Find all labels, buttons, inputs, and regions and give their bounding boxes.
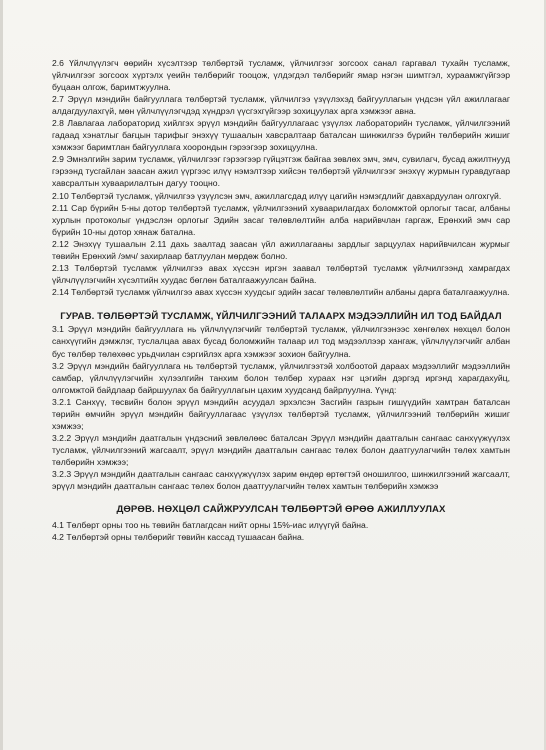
paragraph-2-8: 2.8 Лавлагаа лабораторид хийлгэх эрүүл мэндийн байгууллагаас үзүүлэх лабораторийн тусламж, үйлчилгээний гадаад хэнатлыг бағцын тарифыг энэхүү тушаалын хавсралтаар баталсан шинжилгээ бүрийн төлбөрийн жишиг хэмжээг баримтлан байгууллага хоорондын гэрээгээр зохицуулна. (52, 118, 510, 153)
paragraph-3-2-1: 3.2.1 Санхүү, төсвийн болон эрүүл мэндийн асуудал эрхэлсэн Засгийн газрын гишүүдийн хамтран баталсан төрийн өмчийн эрүүл мэндийн байгууллагаас үзүүлэх төлбөртэй тусламж, үйлчилгээний төлбөрийн жишиг хэмжээ; (52, 396, 510, 431)
document-body (52, 57, 510, 543)
paragraph-2-14: 2.14 Төлбөртэй тусламж үйлчилгээ авах хүссэн хуудсыг эдийн засаг төлөвлөлтийн албаны дарга баталгаажуулна. (52, 286, 510, 297)
paragraph-2-6: 2.6 Үйлчлүүлэгч өөрийн хүсэлтээр төлбөртэй тусламж, үйлчилгээг зогсоох санал гаргавал тухайн тусламж, үйлчилгээг зогсоох хүртэлх үеийн төлбөрийг тооцож, үлдэгдэл төлбөрийг ямар нэгэн шимтгэл, хураамжгүйгээр буцаан олгож, баримтжуулна. (52, 58, 510, 93)
paragraph-3-1: 3.1 Эрүүл мэндийн байгууллага нь үйлчлүүлэгчийг төлбөртэй тусламж, үйлчилгээнээс хөнгөлөх нөхцөл болон санхүүгийн дэмжлэг, туслалцаа авах бусад боломжийн талаар ил тод мэдээллээр хангаж, үйлчлүүлэгчийг албан бус төлбөр төлөхөөс урьдчилан сэргийлэх арга хэмжээг зохион байгуулна. (52, 324, 510, 359)
paragraph-4-2: 4.2 Төлбөртэй орны төлбөрийг төвийн кассад тушаасан байна. (52, 531, 305, 542)
paragraph-4-1: 4.1 Төлбөрт орны тоо нь төвийн батлагдсан нийт орны 15%-иас илүүгүй байна. (52, 519, 369, 530)
paragraph-2-7: 2.7 Эрүүл мэндийн байгууллага төлбөртэй тусламж, үйлчилгээ үзүүлэхэд байгууллагын үндсэн үйл ажиллагааг алдагдуулахгүй, мөн үйлчлүүлэгчдэд хүндрэл үүсгэхгүйгээр зохицуулах арга хэмжээг авна. (52, 94, 510, 117)
paragraph-2-11: 2.11 Сар бүрийн 5-ны дотор төлбөртэй тусламж, үйлчилгээний хуваарилагдах боломжтой орлогыг тасаг, албаны хурлын протоколыг үндэслэн орлогыг Эдийн засаг төлөвлөлтийн алба нарийвчлан гаргаж, Ерөнхий эмч сар бүрийн 10-ны дотор хянаж батална. (52, 202, 510, 237)
paragraph-3-2: 3.2 Эрүүл мэндийн байгууллага нь төлбөртэй тусламж, үйлчилгээтэй холбоотой дараах мэдээллийг мэдээллийн самбар, үйлчлүүлэгчийн хүлээлгийн танхим болон төлбөр хураах нэг цэгийн дэргэд иргэнд харагдахуйц, олгомжтой байдлаар байршуулах ба байгууллагын цахим хуудсанд байрлуулна. Үүнд: (52, 360, 510, 395)
paragraph-2-9: 2.9 Эмнэлгийн зарим тусламж, үйлчилгээг гэрээгээр гүйцэтгэж байгаа зөвлөх эмч, эмч, сувилагч, бусад ажилтнууд гэрээнд тусгайлан заасан ажил үүргээс илүү нэмэлтээр хийсэн төлбөртэй үйлчилгээг энэхүү журмын гуравдугаар хавсралтын хуваарилалтын дагуу тооцно. (52, 154, 510, 189)
section-3-heading: ГУРАВ. ТӨЛБӨРТЭЙ ТУСЛАМЖ, ҮЙЛЧИЛГЭЭНИЙ ТАЛААРХ МЭДЭЭЛЛИЙН ИЛ ТОД БАЙДАЛ (60, 310, 502, 322)
section-4-heading: ДӨРӨВ. НӨХЦӨЛ САЙЖРУУЛСАН ТӨЛБӨРТЭЙ ӨРӨӨ АЖИЛЛУУЛАХ (116, 504, 446, 516)
paragraph-2-13: 2.13 Төлбөртэй тусламж үйлчилгээ авах хүссэн иргэн заавал төлбөртэй тусламж үйлчилгээнд хамрагдах үйлчлүүлэгчийн хүсэлтийн хуудас бөглөн баталгаажуулсан байна. (52, 262, 510, 285)
paragraph-3-2-2: 3.2.2 Эрүүл мэндийн даатгалын үндэсний зөвлөлөөс баталсан Эрүүл мэндийн даатгалын сангаас санхүүжүүлэх тусламж, үйлчилгээний жагсаалт, эрүүл мэндийн даатгалын сангаас төлөх болон даатгуулагчийн төлөх хамтын төлбөрийн хэмжээ; (52, 432, 510, 467)
paragraph-3-2-3: 3.2.3 Эрүүл мэндийн даатгалын сангаас санхүүжүүлэх зарим өндөр өртөгтэй оношилгоо, шинжилгээний жагсаалт, эрүүл мэндийн даатгалын сангаас төлөх болон даатгуулагчийн төлөх хамтын төлбөрийн хэмжээ (52, 469, 510, 492)
scan-edge-left (0, 0, 3, 750)
paragraph-2-10: 2.10 Төлбөртэй тусламж, үйлчилгээ үзүүлсэн эмч, ажиллагсдад илүү цагийн нэмэгдлийг давхардуулан олгохгүй. (52, 190, 502, 201)
paragraph-2-12: 2.12 Энэхүү тушаалын 2.11 дахь заалтад заасан үйл ажиллагааны зардлыг зарцуулах нарийвчилсан журмыг төвийн Ерөнхий /эмч/ захирлаар батлуулан мөрдөж болно. (52, 238, 510, 261)
